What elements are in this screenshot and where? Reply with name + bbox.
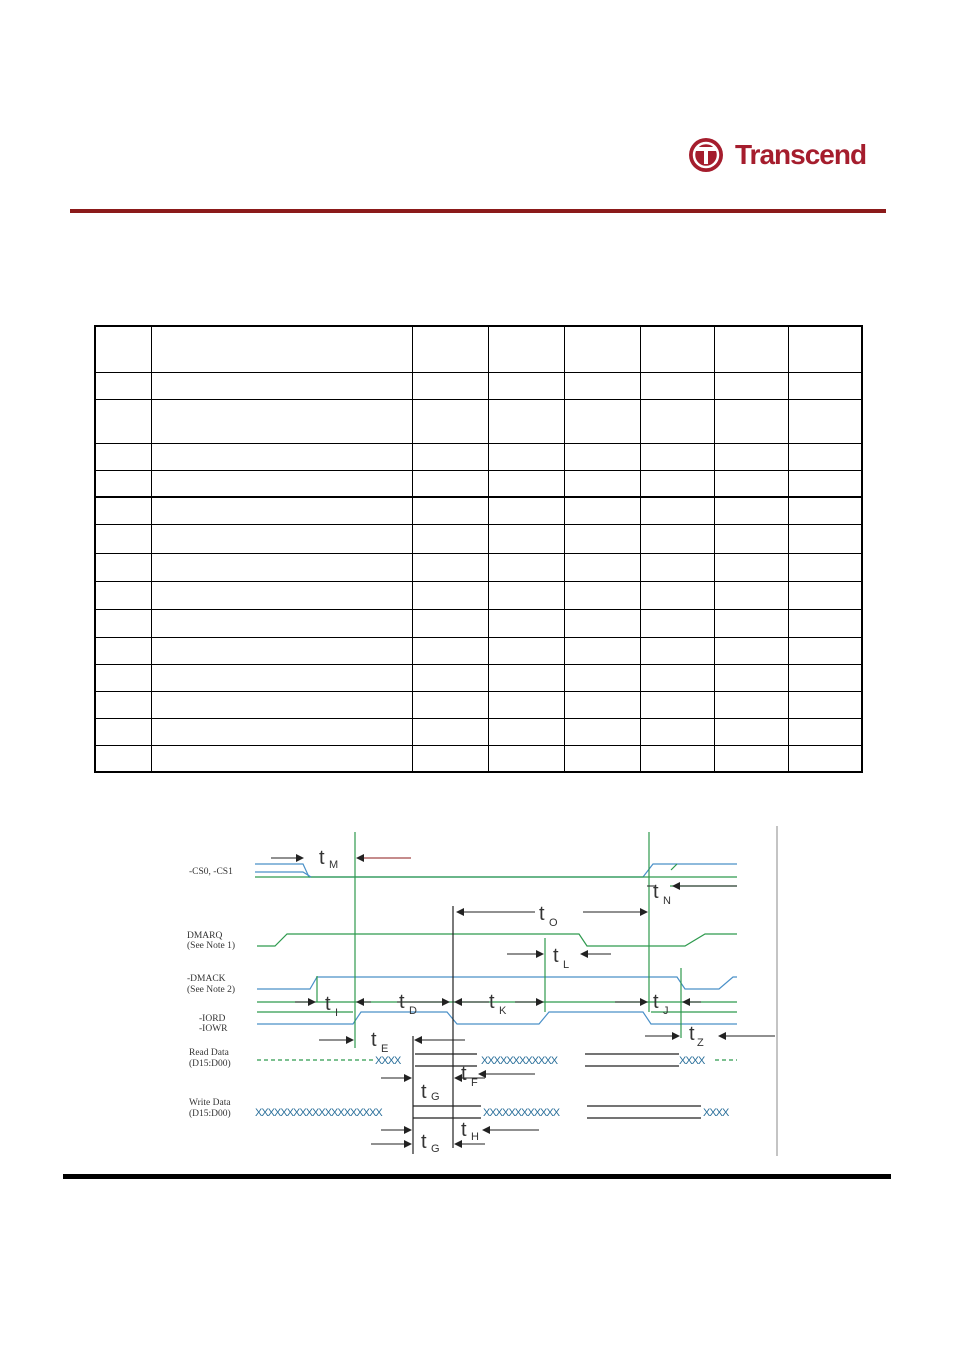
table-cell (488, 581, 564, 609)
table-cell (788, 372, 862, 399)
table-cell (564, 637, 640, 664)
table-cell (564, 609, 640, 637)
table-cell (640, 470, 714, 497)
signal-label: DMARQ (187, 931, 223, 941)
table-row (95, 691, 862, 718)
table-cell (640, 443, 714, 470)
timing-label: t (319, 847, 325, 869)
table-cell (412, 664, 488, 691)
table-cell (488, 326, 564, 372)
timing-sub: F (471, 1077, 478, 1089)
timing-sub: H (471, 1131, 479, 1143)
table-cell (640, 326, 714, 372)
table-row (95, 581, 862, 609)
timing-sub: D (409, 1005, 417, 1017)
table-row (95, 745, 862, 772)
table-row (95, 326, 862, 372)
table-row (95, 609, 862, 637)
table-cell (714, 443, 788, 470)
table-cell (412, 326, 488, 372)
timing-sub: L (563, 959, 570, 971)
table-row (95, 553, 862, 581)
signal-label: (D15:D00) (189, 1109, 231, 1119)
table-cell (788, 399, 862, 443)
table-cell (95, 637, 151, 664)
table-cell (412, 745, 488, 772)
timing-label: t (421, 1131, 427, 1153)
table-cell (412, 399, 488, 443)
table-cell (640, 581, 714, 609)
table-cell (151, 664, 412, 691)
table-cell (412, 553, 488, 581)
table-row (95, 470, 862, 497)
timing-sub: N (663, 895, 671, 907)
timing-sub: Z (697, 1037, 704, 1049)
table-cell (488, 718, 564, 745)
table-cell (714, 326, 788, 372)
table-cell (640, 497, 714, 524)
table-cell (714, 581, 788, 609)
table-cell (640, 524, 714, 553)
timing-sub: O (549, 917, 558, 929)
table-cell (788, 553, 862, 581)
table-cell (151, 399, 412, 443)
table-cell (714, 745, 788, 772)
table-row (95, 637, 862, 664)
table-cell (564, 470, 640, 497)
timing-sub: K (499, 1005, 507, 1017)
timing-label: t (539, 903, 545, 925)
table-cell (788, 497, 862, 524)
table-cell (95, 443, 151, 470)
signal-label: Read Data (189, 1048, 229, 1058)
table-cell (564, 745, 640, 772)
table-cell (412, 609, 488, 637)
signal-label: -IORD (199, 1014, 226, 1024)
table-cell (95, 524, 151, 553)
timing-label: t (371, 1029, 377, 1051)
table-cell (412, 372, 488, 399)
table-cell (151, 745, 412, 772)
table-cell (564, 553, 640, 581)
table-cell (564, 691, 640, 718)
table-cell (714, 718, 788, 745)
table-cell (95, 553, 151, 581)
signal-label: -DMACK (187, 974, 226, 984)
table-row (95, 399, 862, 443)
footer-rule (63, 1174, 891, 1179)
table-cell (95, 664, 151, 691)
table-cell (151, 581, 412, 609)
table-cell (488, 524, 564, 553)
table-cell (151, 609, 412, 637)
table-cell (412, 443, 488, 470)
table-cell (564, 581, 640, 609)
table-cell (640, 745, 714, 772)
table-cell (788, 326, 862, 372)
write-data-xxxx: XXXXXXXXXXXX (483, 1107, 560, 1119)
table-cell (488, 609, 564, 637)
brand-name: Transcend (735, 139, 867, 170)
table-cell (95, 745, 151, 772)
table-cell (95, 581, 151, 609)
table-cell (564, 664, 640, 691)
table-row (95, 664, 862, 691)
timing-sub: I (335, 1007, 339, 1019)
table-cell (412, 470, 488, 497)
timing-label: t (689, 1023, 695, 1045)
table-cell (640, 609, 714, 637)
timing-label: t (421, 1081, 427, 1103)
table-cell (564, 443, 640, 470)
signal-label: (See Note 2) (187, 985, 236, 995)
table-cell (714, 553, 788, 581)
table-cell (412, 718, 488, 745)
table-cell (640, 718, 714, 745)
table-cell (412, 581, 488, 609)
table-cell (488, 443, 564, 470)
signal-label: -CS0, -CS1 (189, 867, 233, 877)
table-cell (95, 691, 151, 718)
timing-label: t (399, 991, 405, 1013)
table-cell (95, 609, 151, 637)
table-cell (788, 691, 862, 718)
table-cell (564, 326, 640, 372)
table-cell (412, 497, 488, 524)
table-cell (95, 372, 151, 399)
timing-label: t (653, 881, 659, 903)
table-cell (151, 637, 412, 664)
table-cell (640, 664, 714, 691)
table-cell (488, 691, 564, 718)
table-cell (788, 581, 862, 609)
table-cell (640, 399, 714, 443)
cs-waveform (255, 864, 737, 886)
table-cell (488, 372, 564, 399)
table-cell (714, 637, 788, 664)
table-cell (788, 664, 862, 691)
table-row (95, 372, 862, 399)
table-cell (95, 399, 151, 443)
table-cell (788, 443, 862, 470)
table-row (95, 524, 862, 553)
timing-label: t (461, 1063, 467, 1085)
table-cell (640, 553, 714, 581)
table-cell (714, 372, 788, 399)
timing-diagram (185, 826, 780, 1156)
table-cell (714, 470, 788, 497)
table-cell (714, 524, 788, 553)
table-cell (488, 745, 564, 772)
table-cell (488, 664, 564, 691)
table-cell (714, 691, 788, 718)
table-cell (488, 497, 564, 524)
table-cell (564, 497, 640, 524)
header-rule (70, 209, 886, 213)
table-cell (95, 718, 151, 745)
table-cell (714, 664, 788, 691)
read-data-xxxx: XXXXXXXXXXXX (481, 1055, 558, 1067)
table-cell (151, 691, 412, 718)
table-cell (151, 443, 412, 470)
read-data-xxxx: XXXX (375, 1055, 401, 1067)
table-cell (412, 524, 488, 553)
table-cell (564, 399, 640, 443)
timing-sub: G (431, 1143, 440, 1155)
table-cell (151, 497, 412, 524)
timing-sub: E (381, 1043, 389, 1055)
table-cell (714, 609, 788, 637)
table-cell (488, 637, 564, 664)
read-data-xxxx: XXXX (679, 1055, 705, 1067)
table-cell (95, 497, 151, 524)
table-cell (564, 524, 640, 553)
table-row (95, 718, 862, 745)
table-cell (640, 372, 714, 399)
table-cell (412, 637, 488, 664)
table-cell (564, 372, 640, 399)
table-cell (788, 718, 862, 745)
signal-label: -IOWR (199, 1024, 228, 1034)
timing-sub: G (431, 1091, 440, 1103)
timing-label: t (461, 1119, 467, 1141)
dmarq-waveform (257, 934, 737, 946)
signal-label: (See Note 1) (187, 941, 236, 951)
table-row (95, 443, 862, 470)
timing-sub: M (329, 859, 339, 871)
table-cell (412, 691, 488, 718)
timing-arrows (271, 858, 775, 1144)
table-cell (95, 326, 151, 372)
timing-table (94, 325, 863, 773)
timing-sub: J (663, 1005, 669, 1017)
timing-label: t (553, 945, 559, 967)
table-cell (788, 524, 862, 553)
table-cell (640, 637, 714, 664)
timing-label: t (489, 991, 495, 1013)
table-cell (95, 470, 151, 497)
write-data-xxxx: XXXXXXXXXXXXXXXXXXXX (255, 1107, 382, 1119)
table-cell (714, 399, 788, 443)
table-row (95, 497, 862, 524)
table-cell (714, 497, 788, 524)
table-cell (488, 399, 564, 443)
timing-label: t (653, 991, 659, 1013)
write-data-xxxx: XXXX (703, 1107, 729, 1119)
table-cell (788, 745, 862, 772)
table-cell (151, 524, 412, 553)
table-cell (788, 470, 862, 497)
table-cell (151, 470, 412, 497)
table-cell (788, 637, 862, 664)
signal-label: (D15:D00) (189, 1059, 231, 1069)
table-cell (151, 326, 412, 372)
table-cell (151, 372, 412, 399)
timing-label: t (325, 993, 331, 1015)
table-cell (640, 691, 714, 718)
table-cell (488, 553, 564, 581)
table-cell (788, 609, 862, 637)
table-cell (151, 553, 412, 581)
signal-label: Write Data (189, 1098, 231, 1108)
table-cell (564, 718, 640, 745)
table-cell (151, 718, 412, 745)
table-cell (488, 470, 564, 497)
